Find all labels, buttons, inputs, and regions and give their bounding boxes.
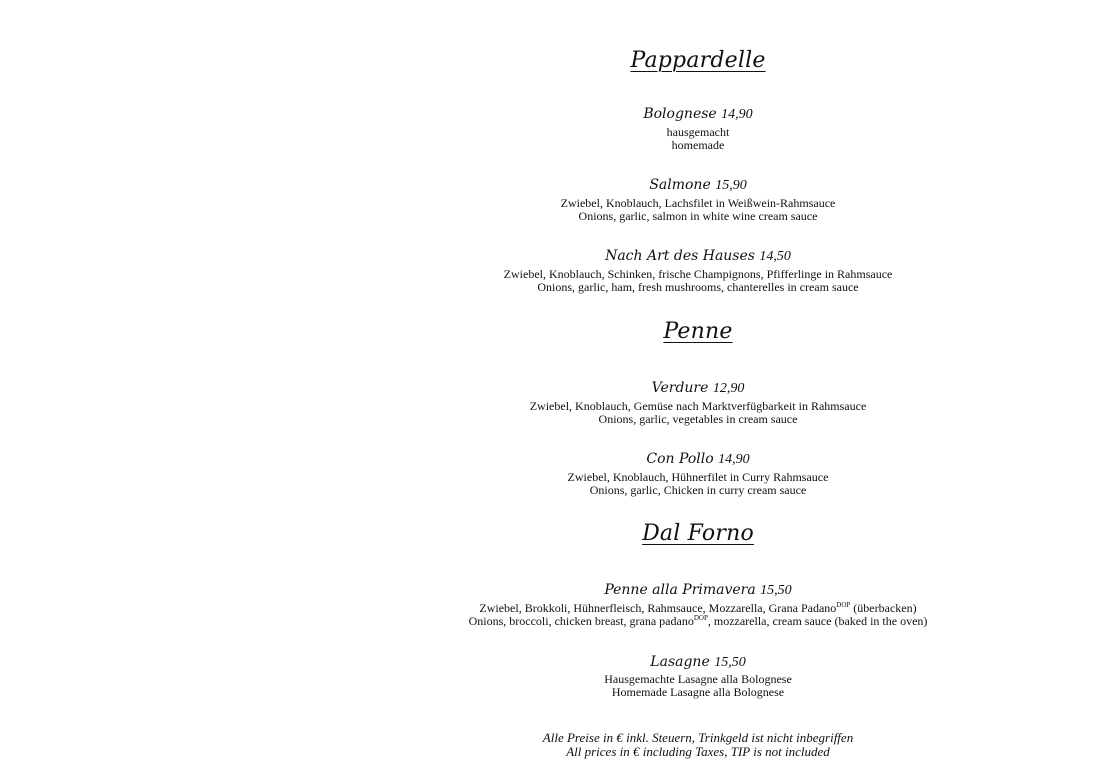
price-footnote xyxy=(543,731,853,759)
description-en-suffix: , mozzarella, cream sauce (baked in the oven) xyxy=(707,614,928,628)
dish-price: 14,90 xyxy=(718,452,750,467)
description-en xyxy=(469,615,928,628)
dish-name: Penne alla Primavera xyxy=(604,582,756,598)
footnote-en: All prices in € including Taxes, TIP is not included xyxy=(566,744,830,759)
dish-title-lasagne xyxy=(650,654,745,671)
dish-description-verdure xyxy=(530,400,867,426)
description-en: Onions, garlic, salmon in white wine cream sauce xyxy=(578,209,818,223)
dish-name: Con Pollo xyxy=(646,451,714,467)
dish-price: 15,90 xyxy=(715,178,747,193)
dish-title-penne-alla-primavera xyxy=(604,582,791,599)
description-de: Zwiebel, Knoblauch, Gemüse nach Marktverfügbarkeit in Rahmsauce xyxy=(529,399,867,413)
description-de: Zwiebel, Knoblauch, Schinken, frische Champignons, Pfifferlinge in Rahmsauce xyxy=(503,267,893,281)
description-de-suffix: (überbacken) xyxy=(850,601,917,615)
dish-name: Salmone xyxy=(649,177,711,193)
dish-description-salmone xyxy=(561,197,836,223)
description-de: Zwiebel, Knoblauch, Hühnerfilet in Curry Rahmsauce xyxy=(567,470,829,484)
dish-price: 14,50 xyxy=(759,249,791,264)
description-en: Onions, garlic, Chicken in curry cream sauce xyxy=(589,483,807,497)
dish-title-con-pollo xyxy=(646,451,749,468)
dish-description-bolognese xyxy=(667,126,730,152)
dish-description-lasagne xyxy=(604,673,792,699)
description-de: Hausgemachte Lasagne alla Bolognese xyxy=(604,672,792,686)
description-en: homemade xyxy=(671,138,725,152)
dop-superscript: DOP xyxy=(836,601,851,609)
dish-price: 15,50 xyxy=(760,583,792,598)
dish-title-verdure xyxy=(652,380,745,397)
section-title-dal-forno: Dal Forno xyxy=(642,521,754,546)
description-de: hausgemacht xyxy=(666,125,730,139)
dish-title-nach-art-des-hauses xyxy=(605,248,791,265)
dish-title-bolognese xyxy=(643,106,752,123)
description-de-text: Zwiebel, Brokkoli, Hühnerfleisch, Rahmsauce, Mozzarella, Grana Padano xyxy=(479,601,837,615)
description-en-text: Onions, broccoli, chicken breast, grana padano xyxy=(468,614,694,628)
dish-price: 15,50 xyxy=(714,655,746,670)
dish-name: Lasagne xyxy=(650,654,710,670)
dish-description-con-pollo xyxy=(568,471,829,497)
dish-description-penne-alla-primavera xyxy=(469,602,928,628)
dop-superscript: DOP xyxy=(693,614,708,622)
section-title-penne: Penne xyxy=(663,319,733,344)
dish-title-salmone xyxy=(649,177,746,194)
description-en: Onions, garlic, ham, fresh mushrooms, chanterelles in cream sauce xyxy=(537,280,859,294)
dish-price: 14,90 xyxy=(721,107,753,122)
dish-price: 12,90 xyxy=(712,381,745,396)
dish-name: Verdure xyxy=(651,380,709,396)
description-en: Homemade Lasagne alla Bolognese xyxy=(611,685,785,699)
footnote-de: Alle Preise in € inkl. Steuern, Trinkgeld ist nicht inbegriffen xyxy=(542,730,854,745)
section-title-pappardelle: Pappardelle xyxy=(630,48,766,73)
dish-name: Nach Art des Hauses xyxy=(605,248,755,264)
description-en: Onions, garlic, vegetables in cream sauce xyxy=(598,412,798,426)
dish-name: Bolognese xyxy=(643,106,717,122)
description-de: Zwiebel, Knoblauch, Lachsfilet in Weißwein-Rahmsauce xyxy=(560,196,836,210)
dish-description-nach-art-des-hauses xyxy=(504,268,893,294)
